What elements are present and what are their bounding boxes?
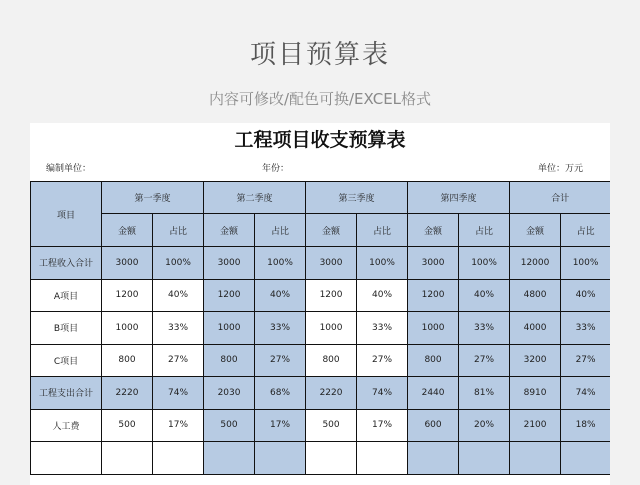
quarter-header: 第二季度	[204, 182, 306, 214]
table-row	[31, 344, 611, 377]
ratio-cell[interactable]: 100%	[459, 247, 510, 280]
quarter-header: 第三季度	[306, 182, 408, 214]
amount-cell[interactable]: 3000	[408, 247, 459, 280]
ratio-cell[interactable]	[357, 442, 408, 475]
amount-cell[interactable]: 3000	[306, 247, 357, 280]
budget-table	[30, 181, 610, 475]
ratio-header: 占比	[357, 214, 408, 247]
row-label[interactable]: C项目	[31, 344, 102, 377]
amount-cell[interactable]	[306, 442, 357, 475]
ratio-cell[interactable]	[153, 442, 204, 475]
ratio-cell[interactable]: 100%	[255, 247, 306, 280]
ratio-cell[interactable]: 33%	[357, 312, 408, 345]
amount-header: 金额	[102, 214, 153, 247]
amount-cell[interactable]	[510, 442, 561, 475]
amount-cell[interactable]: 500	[306, 409, 357, 442]
amount-cell[interactable]: 800	[408, 344, 459, 377]
amount-cell[interactable]: 1200	[408, 279, 459, 312]
header-row-subcolumns	[31, 214, 611, 247]
ratio-header: 占比	[255, 214, 306, 247]
amount-header: 金额	[204, 214, 255, 247]
row-label[interactable]: 人工费	[31, 409, 102, 442]
ratio-cell[interactable]: 68%	[255, 377, 306, 410]
amount-header: 金额	[408, 214, 459, 247]
row-label[interactable]: B项目	[31, 312, 102, 345]
amount-cell[interactable]: 2100	[510, 409, 561, 442]
ratio-cell[interactable]: 100%	[357, 247, 408, 280]
amount-cell[interactable]: 1000	[408, 312, 459, 345]
amount-cell[interactable]: 1000	[102, 312, 153, 345]
ratio-cell[interactable]: 40%	[459, 279, 510, 312]
ratio-cell[interactable]: 17%	[357, 409, 408, 442]
ratio-cell[interactable]: 27%	[459, 344, 510, 377]
amount-cell[interactable]: 3000	[102, 247, 153, 280]
ratio-cell[interactable]	[459, 442, 510, 475]
ratio-cell[interactable]: 27%	[153, 344, 204, 377]
table-row	[31, 312, 611, 345]
table-body	[31, 247, 611, 475]
amount-cell[interactable]	[204, 442, 255, 475]
table-row	[31, 442, 611, 475]
banner-title: 项目预算表	[249, 40, 390, 70]
amount-cell[interactable]: 4800	[510, 279, 561, 312]
amount-cell[interactable]	[102, 442, 153, 475]
amount-cell[interactable]: 2440	[408, 377, 459, 410]
ratio-cell[interactable]: 27%	[357, 344, 408, 377]
ratio-cell[interactable]: 100%	[561, 247, 610, 280]
year-label: 年份：	[262, 164, 290, 174]
ratio-cell[interactable]: 33%	[255, 312, 306, 345]
amount-cell[interactable]: 3000	[204, 247, 255, 280]
ratio-cell[interactable]: 17%	[153, 409, 204, 442]
ratio-header: 占比	[459, 214, 510, 247]
ratio-cell[interactable]: 74%	[561, 377, 610, 410]
ratio-cell[interactable]: 81%	[459, 377, 510, 410]
amount-cell[interactable]: 800	[102, 344, 153, 377]
ratio-cell[interactable]: 40%	[153, 279, 204, 312]
table-row	[31, 247, 611, 280]
amount-header: 金额	[306, 214, 357, 247]
table-row	[31, 409, 611, 442]
amount-cell[interactable]: 2220	[306, 377, 357, 410]
amount-cell[interactable]: 2030	[204, 377, 255, 410]
ratio-cell[interactable]: 40%	[357, 279, 408, 312]
ratio-cell[interactable]: 33%	[459, 312, 510, 345]
amount-cell[interactable]: 2220	[102, 377, 153, 410]
amount-cell[interactable]: 600	[408, 409, 459, 442]
amount-cell[interactable]: 1000	[204, 312, 255, 345]
amount-cell[interactable]: 4000	[510, 312, 561, 345]
amount-cell[interactable]: 3200	[510, 344, 561, 377]
quarter-header: 第一季度	[102, 182, 204, 214]
amount-header: 金额	[510, 214, 561, 247]
row-label[interactable]	[31, 442, 102, 475]
ratio-cell[interactable]	[561, 442, 610, 475]
row-label[interactable]: A项目	[31, 279, 102, 312]
ratio-cell[interactable]: 74%	[357, 377, 408, 410]
table-row	[31, 279, 611, 312]
ratio-cell[interactable]: 40%	[561, 279, 610, 312]
amount-cell[interactable]	[408, 442, 459, 475]
amount-cell[interactable]: 800	[204, 344, 255, 377]
row-label[interactable]: 工程收入合计	[31, 247, 102, 280]
amount-cell[interactable]: 1000	[306, 312, 357, 345]
amount-cell[interactable]: 1200	[204, 279, 255, 312]
table-row	[31, 377, 611, 410]
amount-cell[interactable]: 800	[306, 344, 357, 377]
amount-cell[interactable]: 1200	[306, 279, 357, 312]
spreadsheet-preview	[30, 123, 610, 485]
ratio-cell[interactable]	[255, 442, 306, 475]
amount-cell[interactable]: 12000	[510, 247, 561, 280]
ratio-cell[interactable]: 74%	[153, 377, 204, 410]
ratio-cell[interactable]: 100%	[153, 247, 204, 280]
ratio-cell[interactable]: 33%	[153, 312, 204, 345]
ratio-cell[interactable]: 17%	[255, 409, 306, 442]
ratio-cell[interactable]: 27%	[561, 344, 610, 377]
ratio-cell[interactable]: 40%	[255, 279, 306, 312]
amount-cell[interactable]: 1200	[102, 279, 153, 312]
ratio-cell[interactable]: 33%	[561, 312, 610, 345]
ratio-cell[interactable]: 20%	[459, 409, 510, 442]
compiler-label: 编制单位：	[46, 164, 92, 174]
banner-subtitle: 内容可修改/配色可换/EXCEL格式	[208, 90, 432, 108]
row-label[interactable]: 工程支出合计	[31, 377, 102, 410]
ratio-header: 占比	[561, 214, 610, 247]
sheet-title: 工程项目收支预算表	[234, 129, 406, 151]
amount-cell[interactable]: 500	[102, 409, 153, 442]
header-row-quarters	[31, 182, 611, 214]
total-header: 合计	[510, 182, 610, 214]
ratio-header: 占比	[153, 214, 204, 247]
ratio-cell[interactable]: 18%	[561, 409, 610, 442]
unit-label: 单位：万元	[538, 164, 584, 174]
ratio-cell[interactable]: 27%	[255, 344, 306, 377]
amount-cell[interactable]: 8910	[510, 377, 561, 410]
quarter-header: 第四季度	[408, 182, 510, 214]
amount-cell[interactable]: 500	[204, 409, 255, 442]
item-header: 项目	[31, 182, 102, 247]
